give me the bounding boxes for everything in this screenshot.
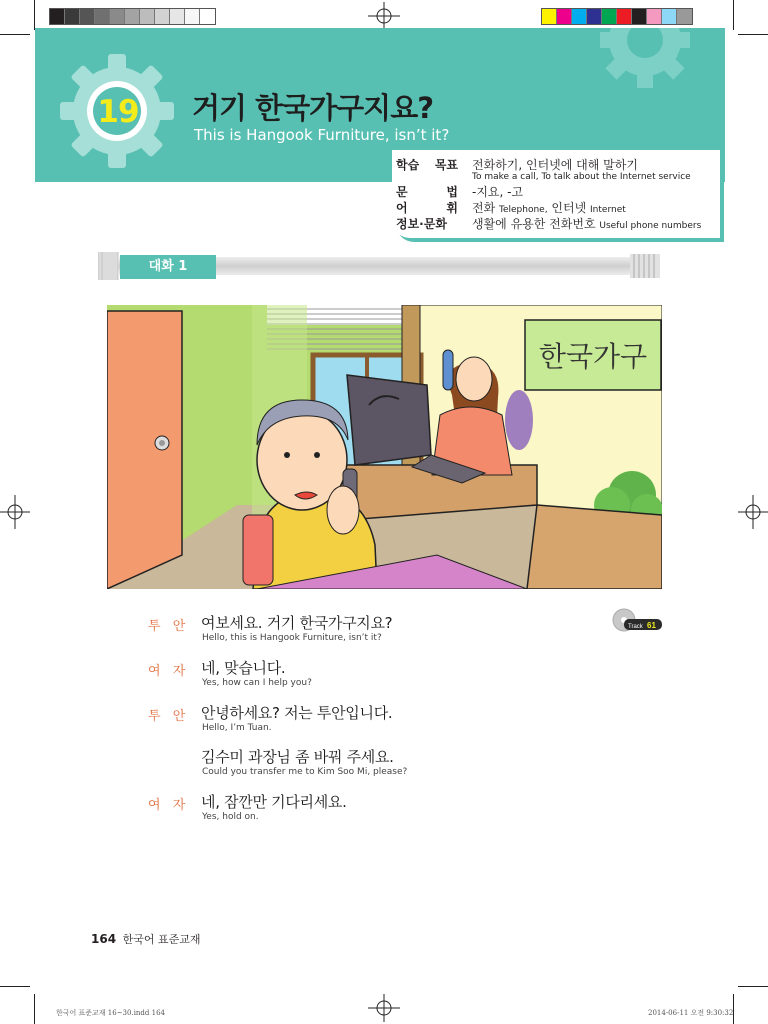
grayscale-calibration-bar bbox=[49, 8, 216, 25]
page-footer bbox=[91, 931, 200, 947]
dialogue-line-korean: 김수미 과장님 좀 바꿔 주세요. bbox=[201, 748, 394, 766]
track-label: Track bbox=[628, 624, 643, 630]
goal-value-note: Useful phone numbers bbox=[599, 221, 702, 231]
goal-key: 정보·문화 bbox=[396, 217, 447, 231]
goal-value-term: 생활에 유용한 전화번호 bbox=[472, 217, 596, 231]
dialogue-line-korean: 안녕하세요? 저는 투안입니다. bbox=[201, 704, 393, 722]
lesson-number: 19 bbox=[97, 94, 139, 130]
goal-subtext: To make a call, To talk about the Internet service bbox=[472, 172, 691, 182]
store-sign-text: 한국가구 bbox=[538, 340, 648, 373]
registration-mark-top bbox=[368, 2, 400, 30]
gear-decoration-icon bbox=[590, 28, 700, 98]
print-slug-file: 한국어 표준교재 16~30.indd 164 bbox=[56, 1009, 165, 1017]
goal-key: 어 휘 bbox=[396, 201, 458, 215]
dialogue-line-english: Yes, how can I help you? bbox=[202, 678, 312, 688]
print-slug-date: 2014-06-11 오전 9:30:32 bbox=[648, 1009, 734, 1017]
speaker-name: 여 자 bbox=[148, 664, 190, 679]
dialogue-section-bar bbox=[98, 252, 660, 280]
section-label: 대화 1 bbox=[120, 255, 216, 279]
lesson-title-korean: 거기 한국가구지요? bbox=[192, 91, 434, 125]
learning-goals-box bbox=[392, 150, 720, 238]
registration-mark-left bbox=[0, 495, 30, 529]
dialogue-line-english: Hello, this is Hangook Furniture, isn’t it? bbox=[202, 633, 382, 643]
track-number: 61 bbox=[647, 621, 656, 630]
dialogue-line-english: Yes, hold on. bbox=[202, 812, 259, 822]
registration-mark-right bbox=[738, 495, 768, 529]
speaker-name: 여 자 bbox=[148, 798, 190, 813]
audio-track-badge[interactable] bbox=[612, 608, 662, 634]
dialogue-line-korean: 네, 맞습니다. bbox=[201, 659, 286, 677]
dialogue-line-english: Hello, I’m Tuan. bbox=[202, 723, 272, 733]
goal-value-term: 전화 bbox=[472, 201, 496, 215]
speaker-name: 투 안 bbox=[148, 619, 190, 634]
speaker-name: 투 안 bbox=[148, 709, 190, 724]
dialogue-line-korean: 여보세요. 거기 한국가구지요? bbox=[201, 614, 393, 632]
book-title: 한국어 표준교재 bbox=[122, 933, 201, 946]
goal-value-note: Telephone, bbox=[499, 205, 548, 215]
dialogue-line-english: Could you transfer me to Kim Soo Mi, please? bbox=[202, 767, 408, 777]
goal-value-note: Internet bbox=[590, 205, 626, 215]
registration-mark-bottom bbox=[368, 994, 400, 1022]
goal-key: 학습 목표 bbox=[396, 158, 458, 172]
goal-key: 문 법 bbox=[396, 185, 458, 199]
goal-value: 전화하기, 인터넷에 대해 말하기 bbox=[472, 158, 638, 172]
color-calibration-bar bbox=[541, 8, 693, 25]
page-number: 164 bbox=[91, 932, 117, 946]
lesson-title-english: This is Hangook Furniture, isn’t it? bbox=[194, 126, 450, 144]
goal-value bbox=[472, 215, 701, 232]
goal-value bbox=[472, 199, 626, 216]
phone-call-illustration bbox=[107, 305, 662, 589]
dialogue-line-korean: 네, 잠깐만 기다리세요. bbox=[201, 793, 347, 811]
goal-value: -지요, -고 bbox=[472, 185, 524, 199]
goal-value-term: 인터넷 bbox=[551, 201, 587, 215]
